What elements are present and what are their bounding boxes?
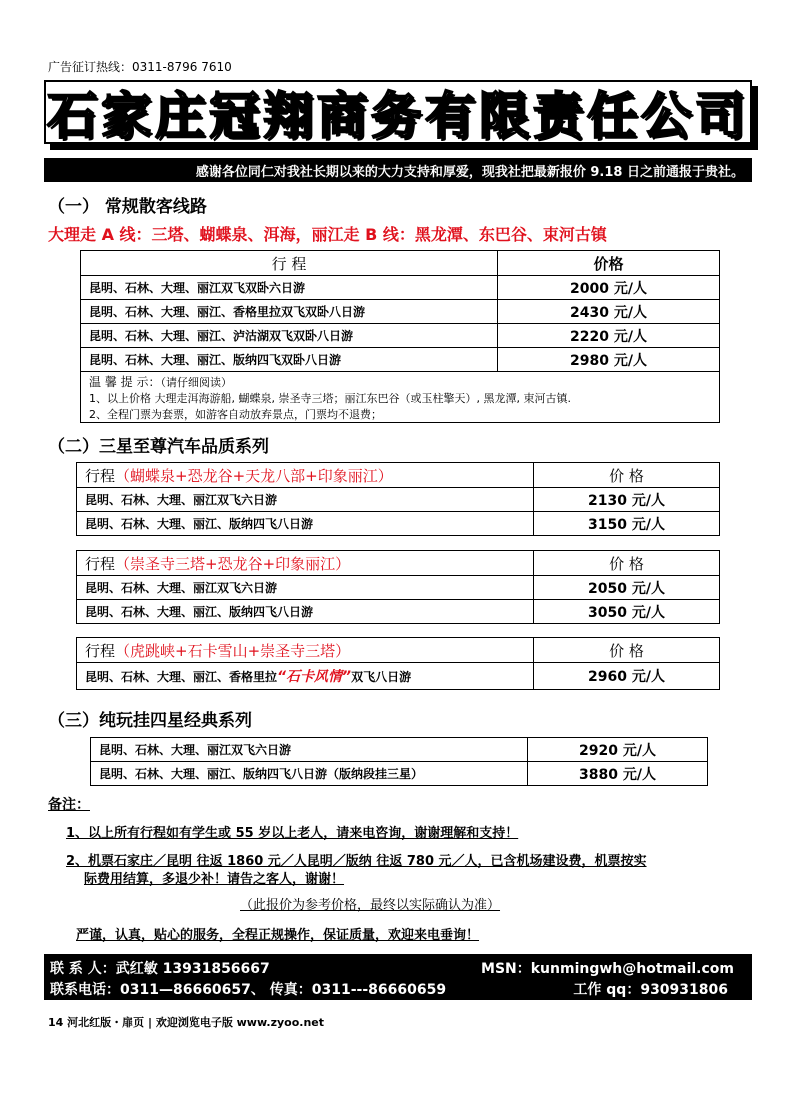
company-title-box: [44, 80, 752, 144]
section2-table-1: [76, 462, 720, 536]
remark-line-2a: 2、机票石家庄／昆明 往返 1860 元／人昆明／版纳 往返 780 元／人，已含机场建设费，机票按实: [66, 854, 647, 869]
tip-line-2: 2、全程门票为套票，如游客自动放弃景点，门票均不退费；: [89, 408, 382, 421]
section2-table-2: [76, 550, 720, 624]
table-row: [77, 600, 720, 624]
table-row: [77, 512, 720, 536]
price-cell: 3150 元/人: [534, 512, 720, 536]
group-header: 行程（虎跳峡+石卡雪山+崇圣寺三塔）: [77, 638, 534, 663]
phone-fax: 联系电话：0311—86660657、 传真：0311---86660659: [50, 982, 447, 998]
company-title: 石家庄冠翔商务有限责任公司: [47, 86, 749, 145]
remarks-title: 备注：: [48, 797, 90, 813]
table-row: [77, 576, 720, 600]
table-row: [91, 762, 708, 786]
msn-contact: MSN：kunmingwh@hotmail.com: [481, 961, 734, 977]
route-cell: 昆明、石林、大理、丽江双飞六日游: [91, 738, 528, 762]
price-cell: 2220 元/人: [498, 324, 720, 348]
section2-table-3: [76, 637, 720, 690]
route-cell: 昆明、石林、大理、丽江、香格里拉双飞双卧八日游: [81, 300, 498, 324]
tips-box: [80, 371, 720, 423]
route-cell: 昆明、石林、大理、丽江、香格里拉“石卡风情”双飞八日游: [77, 663, 534, 690]
service-slogan: 严谨，认真，贴心的服务，全程正规操作，保证质量，欢迎来电垂询！: [76, 928, 480, 943]
price-cell: 2980 元/人: [498, 348, 720, 372]
tip-line-1: 1、以上价格 大理走洱海游船, 蝴蝶泉, 崇圣寺三塔；丽江东巴谷（或玉柱擎天）, 黑龙潭, 束河古镇.: [89, 392, 571, 405]
section1-subtitle: 大理走 A 线：三塔、蝴蝶泉、洱海，丽江走 B 线：黑龙潭、东巴谷、束河古镇: [48, 225, 607, 244]
table-row: [81, 324, 720, 348]
price-header: 价 格: [534, 551, 720, 576]
section3-table: [90, 737, 708, 786]
route-cell: 昆明、石林、大理、丽江双飞六日游: [77, 576, 534, 600]
tips-title: 温 馨 提 示：（请仔细阅读）: [89, 375, 232, 389]
page-footer: 14 河北红版・扉页 | 欢迎浏览电子版 www.zyoo.net: [48, 1016, 325, 1029]
price-cell: 2050 元/人: [534, 576, 720, 600]
price-cell: 2430 元/人: [498, 300, 720, 324]
price-header: 价 格: [534, 638, 720, 663]
table-row: [81, 276, 720, 300]
route-cell: 昆明、石林、大理、丽江、版纳四飞八日游（版纳段挂三星）: [91, 762, 528, 786]
table-row: [77, 488, 720, 512]
group-header: 行程（崇圣寺三塔+恐龙谷+印象丽江）: [77, 551, 534, 576]
col-route-header: 行 程: [81, 251, 498, 276]
remark-line-1: 1、以上所有行程如有学生或 55 岁以上老人，请来电咨询，谢谢理解和支持！: [66, 826, 519, 841]
route-cell: 昆明、石林、大理、丽江双飞六日游: [77, 488, 534, 512]
thanks-banner: 感谢各位同仁对我社长期以来的大力支持和厚爱，现我社把最新报价 9.18 日之前通报于贵社。: [44, 158, 752, 182]
section1-heading: （一） 常规散客线路: [48, 197, 207, 217]
price-cell: 2920 元/人: [528, 738, 708, 762]
work-qq: 工作 qq：930931806: [573, 982, 728, 998]
route-cell: 昆明、石林、大理、丽江、泸沽湖双飞双卧八日游: [81, 324, 498, 348]
group-header: 行程（蝴蝶泉+恐龙谷+天龙八部+印象丽江）: [77, 463, 534, 488]
price-cell: 3880 元/人: [528, 762, 708, 786]
table-row: [77, 663, 720, 690]
reference-note: （此报价为参考价格，最终以实际确认为准）: [240, 898, 501, 913]
route-cell: 昆明、石林、大理、丽江、版纳四飞双卧八日游: [81, 348, 498, 372]
section1-table: [80, 250, 720, 372]
ad-hotline: 广告征订热线：0311-8796 7610: [48, 60, 232, 74]
contact-person: 联 系 人：武红敏 13931856667: [50, 961, 270, 977]
price-cell: 2000 元/人: [498, 276, 720, 300]
section3-heading: （三）纯玩挂四星经典系列: [48, 711, 252, 731]
price-cell: 2960 元/人: [534, 663, 720, 690]
section2-heading: （二）三星至尊汽车品质系列: [48, 437, 269, 457]
price-header: 价 格: [534, 463, 720, 488]
price-cell: 2130 元/人: [534, 488, 720, 512]
col-price-header: 价格: [498, 251, 720, 276]
route-cell: 昆明、石林、大理、丽江、版纳四飞八日游: [77, 600, 534, 624]
contact-footer: [44, 954, 752, 1000]
price-cell: 3050 元/人: [534, 600, 720, 624]
table-row: [91, 738, 708, 762]
route-cell: 昆明、石林、大理、丽江、版纳四飞八日游: [77, 512, 534, 536]
table-row: [81, 348, 720, 372]
table-row: [81, 300, 720, 324]
remark-line-2b: 际费用结算，多退少补！请告之客人，谢谢！: [84, 872, 345, 887]
route-cell: 昆明、石林、大理、丽江双飞双卧六日游: [81, 276, 498, 300]
